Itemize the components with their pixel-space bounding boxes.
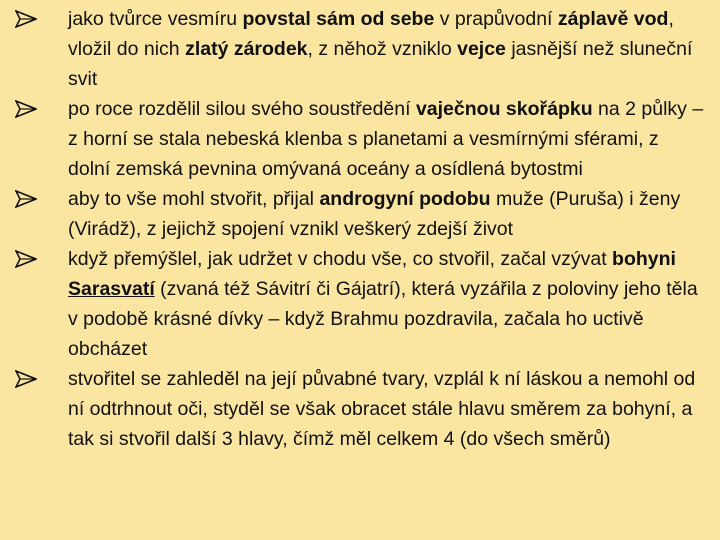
sarasvati-link[interactable]: Sarasvatí bbox=[68, 278, 155, 300]
bullet-text: stvořitel se zahleděl na její půvabné tvary, vzplál k ní láskou a nemohl od ní odtrhnout oči, styděl se však obracet stále hlavu směrem za bohyní, a tak si stvořil další 3 hlavy, čímž měl celkem 4 (do všech směrů) bbox=[68, 368, 696, 450]
bullet-list bbox=[8, 4, 706, 454]
arrow-bullet-icon bbox=[15, 250, 37, 268]
bullet-text: po roce rozdělil silou svého soustředění vaječnou skořápku na 2 půlky – z horní se stala nebeská klenba s planetami a vesmírnými sférami, z dolní zemská pevnina omývaná oceány a osídlená bytostmi bbox=[68, 98, 704, 180]
bullet-text: jako tvůrce vesmíru povstal sám od sebe v prapůvodní záplavě vod, vložil do nich zlatý zárodek, z něhož vzniklo vejce jasnější než sluneční svit bbox=[68, 8, 693, 90]
arrow-bullet-icon bbox=[15, 10, 37, 28]
bullet-text: aby to vše mohl stvořit, přijal androgyní podobu muže (Puruša) i ženy (Virádž), z jejichž spojení vznikl veškerý zdejší život bbox=[68, 188, 681, 240]
arrow-bullet-icon bbox=[15, 100, 37, 118]
arrow-bullet-icon bbox=[15, 190, 37, 208]
bullet-item bbox=[8, 184, 706, 244]
bullet-item bbox=[8, 364, 706, 454]
bullet-item bbox=[8, 4, 706, 94]
arrow-bullet-icon bbox=[15, 370, 37, 388]
bullet-item bbox=[8, 94, 706, 184]
bullet-item bbox=[8, 244, 706, 364]
bullet-text: když přemýšlel, jak udržet v chodu vše, co stvořil, začal vzývat bohyni Sarasvatí (zvaná též Sávitrí či Gájatrí), která vyzářila z poloviny jeho těla v podobě krásné dívky – když Brahmu pozdravila, začala ho uctivě obcházet bbox=[68, 248, 698, 360]
